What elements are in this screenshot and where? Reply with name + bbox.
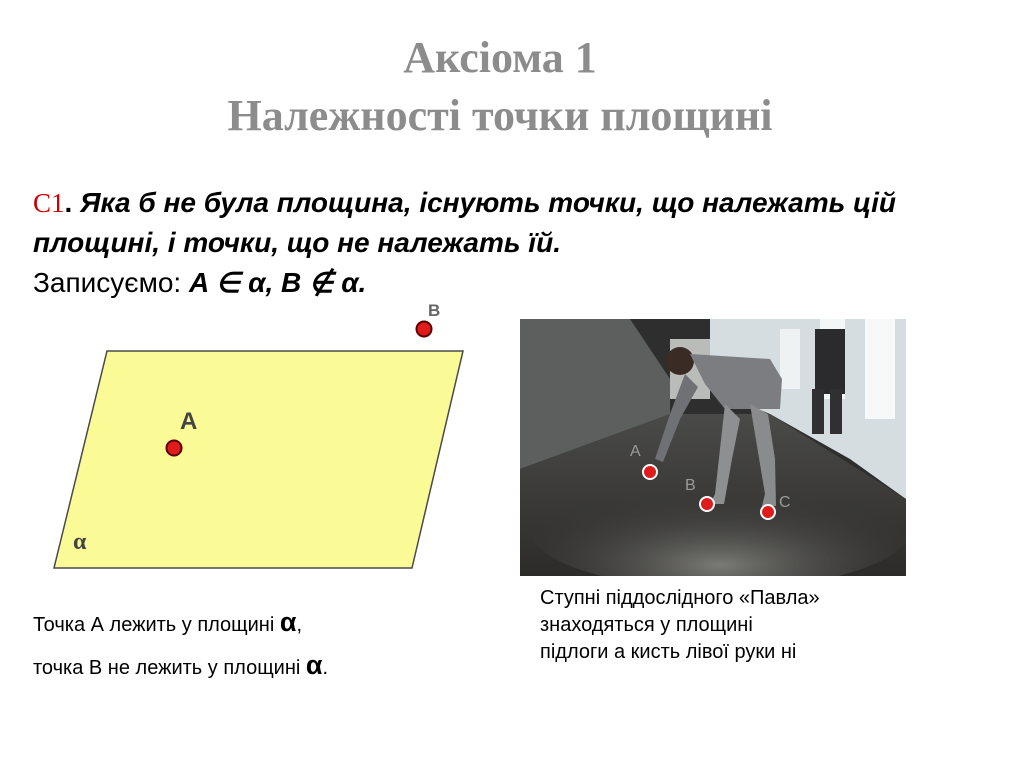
caption-right <box>540 585 940 666</box>
caption-right-line2: знаходяться у площині <box>540 614 753 636</box>
axiom-code-dot: . <box>64 187 73 218</box>
axiom-text: Яка б не була площина, існують точки, що належать цій площині, і точки, що не належать їй. <box>33 187 896 258</box>
photo-label-a: А <box>630 443 641 460</box>
caption-left <box>33 602 328 688</box>
caption-right-line1: Ступні піддослідного «Павла» <box>540 587 820 609</box>
photo-point-a <box>643 465 657 479</box>
experiment-photo <box>520 319 906 576</box>
point-a-label: А <box>180 408 198 435</box>
photo-point-b <box>700 497 714 511</box>
point-b <box>417 322 432 337</box>
slide-title-line2: Належності точки площині <box>227 91 773 140</box>
write-label: Записуємо: <box>33 267 189 298</box>
caption-right-line3: підлоги а кисть лівої руки ні <box>540 641 797 663</box>
caption-left-line2: точка В не лежить у площині α. <box>33 650 329 680</box>
slide-title-line1: Аксіома 1 <box>403 33 597 82</box>
point-b-label: В <box>428 301 441 320</box>
plane-alpha <box>54 351 463 568</box>
caption-left-line1: Точка А лежить у площині α, <box>33 607 303 637</box>
photo-label-b: В <box>685 477 696 494</box>
photo-label-c: С <box>779 494 791 511</box>
photo-point-c <box>761 505 775 519</box>
plane-label: α <box>73 529 87 555</box>
axiom-formula: A ∈ α, B ∉ α. <box>188 267 367 298</box>
point-a <box>167 441 182 456</box>
axiom-code: С1 <box>33 188 65 218</box>
